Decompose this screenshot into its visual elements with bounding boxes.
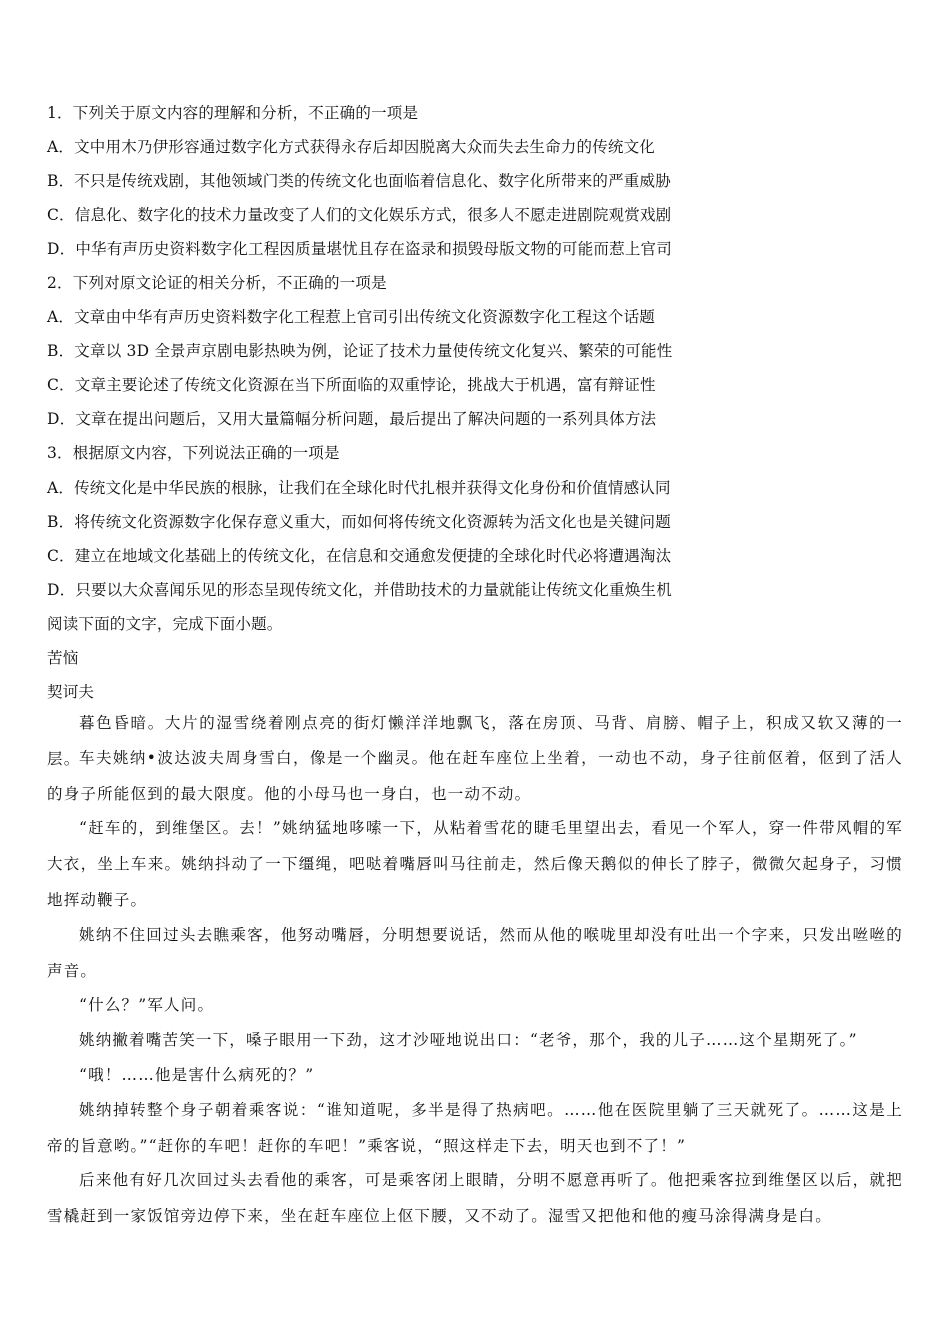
question-2-option-b: B．文章以 3D 全景声京剧电影热映为例，论证了技术力量使传统文化复兴、繁荣的可能性 [47,342,673,360]
story-paragraph: 车夫姚纳•波达波夫周身雪白，像是一个幽灵。他在赶车座位上坐着，一动也不动，身子往前伛着，伛到了活人的身子所能伛到的最大限度。他的小母马也一身白，也一动不动。 [47,749,903,803]
story-paragraph: 后来他有好几次回过头去看他的乘客，可是乘客闭上眼睛，分明不愿意再听了。他把乘客拉到维堡区以后，就把雪橇赶到一家饭馆旁边停下来，坐在赶车座位上伛下腰，又不动了。湿雪又把他和他的瘦马涂得满身是白。 [47,1171,903,1225]
question-3-stem: 3．根据原文内容，下列说法正确的一项是 [47,444,340,462]
question-2-stem: 2．下列对原文论证的相关分析，不正确的一项是 [47,274,387,292]
question-3-option-a: A．传统文化是中华民族的根脉，让我们在全球化时代扎根并获得文化身份和价值情感认同 [47,479,671,497]
question-3-option-b: B．将传统文化资源数字化保存意义重大，而如何将传统文化资源转为活文化也是关键问题 [47,513,671,531]
story-paragraph: “哦！……他是害什么病死的？” [79,1066,315,1084]
question-2-option-d: D．文章在提出问题后，又用大量篇幅分析问题，最后提出了解决问题的一系列具体方法 [47,410,657,428]
question-1-option-b: B．不只是传统戏剧，其他领域门类的传统文化也面临着信息化、数字化所带来的严重威胁 [47,172,671,190]
story-paragraph: 姚纳掉转整个身子朝着乘客说：“谁知道呢，多半是得了热病吧。……他在医院里躺了三天就死了。……这是上帝的旨意哟。”“赶你的车吧！赶你的车吧！”乘客说，“照这样走下去，明天也到不了！” [47,1101,903,1155]
story-paragraph: 暮色昏暗。大片的湿雪绕着刚点亮的街灯懒洋洋地飘飞，落在房顶、马背、肩膀、帽子上，积成又软又薄的一层。 [47,714,903,768]
question-2-option-c: C．文章主要论述了传统文化资源在当下所面临的双重悖论，挑战大于机遇，富有辩证性 [47,376,656,394]
question-1-option-a: A．文中用木乃伊形容通过数字化方式获得永存后却因脱离大众而失去生命力的传统文化 [47,138,655,156]
reading-instruction: 阅读下面的文字，完成下面小题。 [47,615,283,633]
story-paragraph: “什么？”军人问。 [79,996,215,1014]
question-1-option-c: C．信息化、数字化的技术力量改变了人们的文化娱乐方式，很多人不愿走进剧院观赏戏剧 [47,206,672,224]
question-1-option-d: D．中华有声历史资料数字化工程因质量堪忧且存在盗录和损毁母版文物的可能而惹上官司 [47,240,672,258]
question-3-option-c: C．建立在地域文化基础上的传统文化，在信息和交通愈发便捷的全球化时代必将遭遇淘汰 [47,547,672,565]
question-3-option-d: D．只要以大众喜闻乐见的形态呈现传统文化，并借助技术的力量就能让传统文化重焕生机 [47,581,672,599]
story-title: 苦恼 [47,649,79,667]
question-2-option-a: A．文章由中华有声历史资料数字化工程惹上官司引出传统文化资源数字化工程这个话题 [47,308,655,326]
story-paragraph: 姚纳不住回过头去瞧乘客，他努动嘴唇，分明想要说话，然而从他的喉咙里却没有吐出一个字来，只发出咝咝的声音。 [47,926,903,980]
question-1-stem: 1．下列关于原文内容的理解和分析，不正确的一项是 [47,104,419,122]
story-paragraph: 姚纳撇着嘴苦笑一下，嗓子眼用一下劲，这才沙哑地说出口：“老爷，那个，我的儿子……这个星期死了。” [79,1031,858,1049]
story-paragraph: “赶车的，到维堡区。去！”姚纳猛地哆嗦一下，从粘着雪花的睫毛里望出去，看见一个军人，穿一件带风帽的军大衣，坐上车来。姚纳抖动了一下缰绳，吧哒着嘴唇叫马往前走，然后像天鹅似的伸长了脖子，微微欠起身子，习惯地挥动鞭子。 [47,819,903,909]
story-author: 契诃夫 [47,683,95,701]
